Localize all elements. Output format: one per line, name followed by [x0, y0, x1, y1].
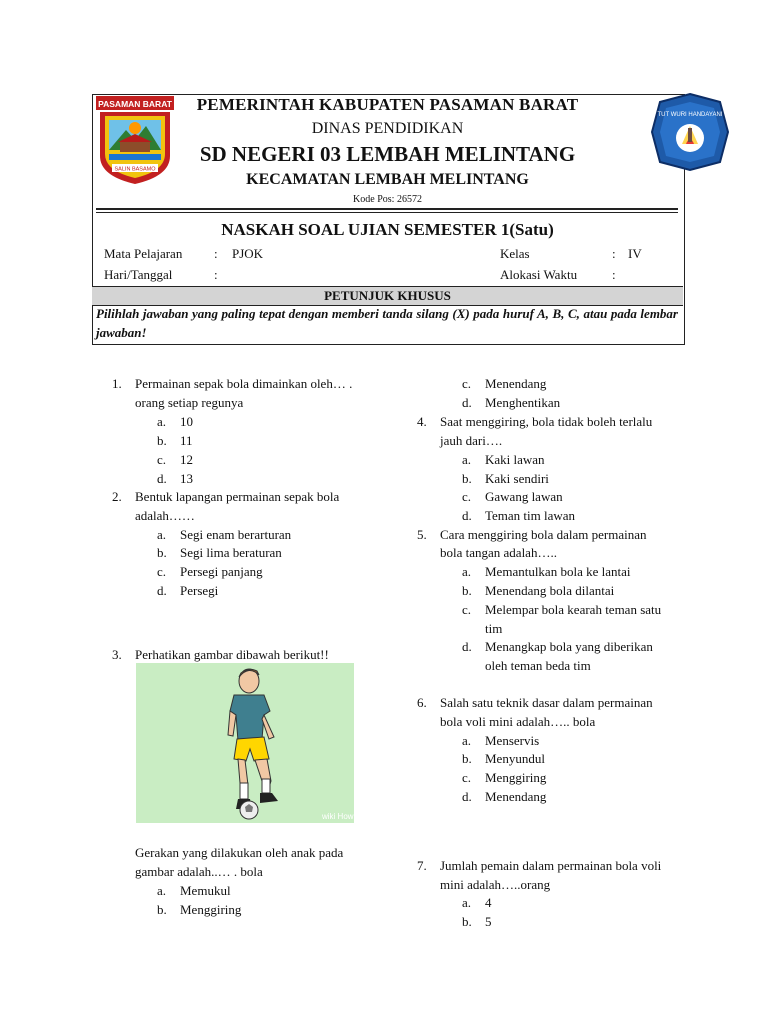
q4-text-line2: jauh dari…. [440, 433, 503, 448]
q1-option-b-letter: b. [157, 433, 167, 448]
q2-option-b-letter: b. [157, 545, 167, 560]
q5-number: 5. [417, 527, 427, 542]
q4-number: 4. [417, 414, 427, 429]
wikihow-watermark: wiki How [322, 812, 354, 821]
q1-text-line2: orang setiap regunya [135, 395, 244, 410]
petunjuk-title: PETUNJUK KHUSUS [92, 286, 683, 306]
q4-option-c[interactable]: Gawang lawan [485, 489, 563, 504]
kelas-value: IV [628, 246, 642, 261]
q4-option-c-letter: c. [462, 489, 472, 504]
q7-option-a[interactable]: 4 [485, 895, 492, 910]
school-name: SD NEGERI 03 LEMBAH MELINTANG [199, 142, 576, 166]
q5-option-d-line2[interactable]: oleh teman beda tim [485, 658, 591, 673]
q6-number: 6. [417, 695, 427, 710]
q3-option-d-letter: d. [462, 395, 472, 410]
q7-option-a-letter: a. [462, 895, 472, 910]
q3-option-c-letter: c. [462, 376, 472, 391]
q3-text-line4: gambar adalah..… . bola [135, 864, 263, 879]
q1-option-d[interactable]: 13 [180, 471, 193, 486]
kelas-label: Kelas [500, 246, 530, 261]
mapel-sep: : [214, 246, 218, 261]
svg-text:SALIN BASAMO: SALIN BASAMO [114, 166, 156, 173]
q3-option-d[interactable]: Menghentikan [485, 395, 561, 410]
q7-number: 7. [417, 858, 427, 873]
q3-option-a-letter: a. [157, 883, 167, 898]
q6-option-a-letter: a. [462, 733, 472, 748]
q5-option-b-letter: b. [462, 583, 472, 598]
q5-text-line2: bola tangan adalah….. [440, 545, 557, 560]
mapel-label: Mata Pelajaran [104, 246, 183, 261]
q6-option-c-letter: c. [462, 770, 472, 785]
q7-option-b-letter: b. [462, 914, 472, 929]
q3-text-line1: Perhatikan gambar dibawah berikut!! [135, 647, 329, 662]
exam-title: NASKAH SOAL UJIAN SEMESTER 1(Satu) [221, 220, 554, 239]
q7-option-b[interactable]: 5 [485, 914, 492, 929]
q4-option-d[interactable]: Teman tim lawan [485, 508, 576, 523]
q2-number: 2. [112, 489, 122, 504]
q4-option-d-letter: d. [462, 508, 472, 523]
q2-option-a[interactable]: Segi enam berarturan [180, 527, 292, 542]
q1-number: 1. [112, 376, 122, 391]
q1-option-b[interactable]: 11 [180, 433, 193, 448]
waktu-label: Alokasi Waktu [500, 267, 578, 282]
mapel-value: PJOK [232, 246, 264, 261]
svg-text:TUT WURI HANDAYANI: TUT WURI HANDAYANI [657, 112, 723, 118]
q3-text-line3: Gerakan yang dilakukan oleh anak pada [135, 845, 344, 860]
q5-option-c-line2[interactable]: tim [485, 621, 503, 636]
q6-text-line2: bola voli mini adalah….. bola [440, 714, 596, 729]
q5-option-b[interactable]: Menendang bola dilantai [485, 583, 615, 598]
q2-option-d[interactable]: Persegi [180, 583, 219, 598]
q6-option-a[interactable]: Menservis [485, 733, 540, 748]
header-line-dinas: DINAS PENDIDIKAN [311, 120, 464, 137]
q2-text-line1: Bentuk lapangan permainan sepak bola [135, 489, 340, 504]
q3-number: 3. [112, 647, 122, 662]
q3-option-c[interactable]: Menendang [485, 376, 547, 391]
q6-option-d[interactable]: Menendang [485, 789, 547, 804]
hari-sep: : [214, 267, 218, 282]
q6-text-line1: Salah satu teknik dasar dalam permainan [440, 695, 653, 710]
q6-option-c[interactable]: Menggiring [485, 770, 547, 785]
q1-option-d-letter: d. [157, 471, 167, 486]
q6-option-b-letter: b. [462, 751, 472, 766]
q4-option-b-letter: b. [462, 471, 472, 486]
q6-option-d-letter: d. [462, 789, 472, 804]
q1-option-a[interactable]: 10 [180, 414, 193, 429]
header-postal-code: Kode Pos: 26572 [353, 194, 422, 205]
header-divider-thin [96, 212, 678, 213]
q4-option-a-letter: a. [462, 452, 472, 467]
header-line-pemerintah: PEMERINTAH KABUPATEN PASAMAN BARAT [196, 95, 579, 114]
q3-option-a[interactable]: Memukul [180, 883, 231, 898]
q5-text-line1: Cara menggiring bola dalam permainan [440, 527, 647, 542]
q1-option-c-letter: c. [157, 452, 167, 467]
q4-option-a[interactable]: Kaki lawan [485, 452, 545, 467]
q2-option-b[interactable]: Segi lima beraturan [180, 545, 282, 560]
q2-option-c-letter: c. [157, 564, 167, 579]
q3-option-b[interactable]: Menggiring [180, 902, 242, 917]
q7-text-line1: Jumlah pemain dalam permainan bola voli [440, 858, 662, 873]
q2-option-c[interactable]: Persegi panjang [180, 564, 263, 579]
q1-option-a-letter: a. [157, 414, 167, 429]
q5-option-c-line1[interactable]: Melempar bola kearah teman satu [485, 602, 662, 617]
q5-option-a-letter: a. [462, 564, 472, 579]
q1-text-line1: Permainan sepak bola dimainkan oleh… . [135, 376, 353, 391]
q2-text-line2: adalah…… [135, 508, 195, 523]
kelas-sep: : [612, 246, 616, 261]
svg-text:PASAMAN BARAT: PASAMAN BARAT [98, 99, 172, 109]
soccer-player-image [136, 663, 354, 823]
header-divider-thick [96, 208, 678, 210]
waktu-sep: : [612, 267, 616, 282]
header-line-kecamatan: KECAMATAN LEMBAH MELINTANG [246, 171, 529, 188]
q2-option-d-letter: d. [157, 583, 167, 598]
petunjuk-text: Pilihlah jawaban yang paling tepat dengan memberi tanda silang (X) pada huruf A, B, C, atau pada lembar jawaban! [96, 306, 678, 340]
q5-option-d-line1[interactable]: Menangkap bola yang diberikan [485, 639, 653, 654]
q7-text-line2: mini adalah…..orang [440, 877, 551, 892]
q5-option-c-letter: c. [462, 602, 472, 617]
q6-option-b[interactable]: Menyundul [485, 751, 545, 766]
q5-option-d-letter: d. [462, 639, 472, 654]
q2-option-a-letter: a. [157, 527, 167, 542]
hari-label: Hari/Tanggal [104, 267, 173, 282]
q1-option-c[interactable]: 12 [180, 452, 193, 467]
q4-text-line1: Saat menggiring, bola tidak boleh terlalu [440, 414, 653, 429]
q3-option-b-letter: b. [157, 902, 167, 917]
q5-option-a[interactable]: Memantulkan bola ke lantai [485, 564, 631, 579]
q4-option-b[interactable]: Kaki sendiri [485, 471, 549, 486]
